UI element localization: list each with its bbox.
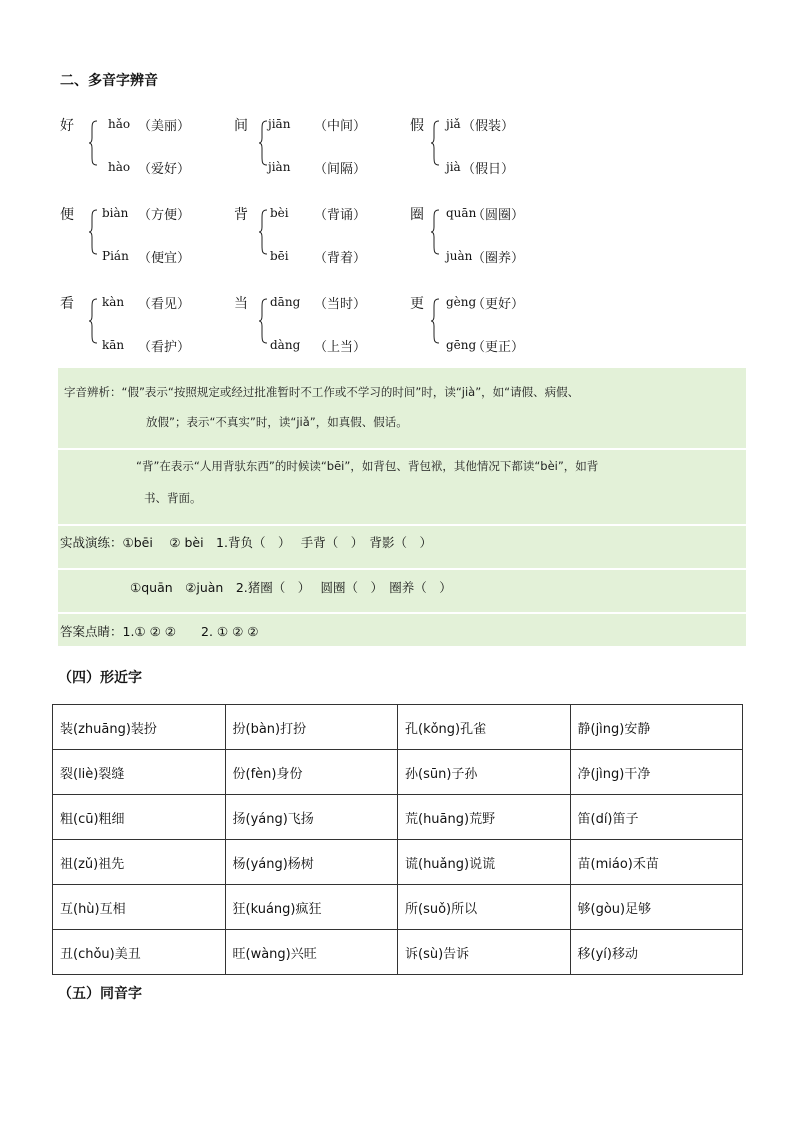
table-cell: 互(hù)互相: [53, 885, 226, 930]
brace-icon: [88, 120, 98, 166]
table-cell: 够(gòu)足够: [570, 885, 743, 930]
analysis-line: “背”在表示“人用背驮东西”的时候读“bēi”，如背包、背包袱，其他情况下都读“bèi”，如背: [136, 459, 599, 473]
table-cell: 粗(cū)粗细: [53, 795, 226, 840]
table-cell: 装(zhuāng)装扮: [53, 705, 226, 750]
table-row: [53, 795, 743, 840]
similar-characters-table: [52, 704, 743, 975]
table-cell: 静(jìng)安静: [570, 705, 743, 750]
pinyin: jià: [446, 160, 461, 174]
polyphone-char: 背: [234, 207, 248, 223]
table-cell: 扬(yáng)飞扬: [225, 795, 398, 840]
polyphone-char: 圈: [410, 207, 424, 223]
table-cell: 苗(miáo)禾苗: [570, 840, 743, 885]
pinyin: quān: [446, 206, 477, 220]
table-cell: 诉(sù)告诉: [398, 930, 571, 975]
table-cell: 移(yí)移动: [570, 930, 743, 975]
meaning: （便宜）: [138, 251, 191, 266]
table-cell: 旺(wàng)兴旺: [225, 930, 398, 975]
brace-icon: [430, 209, 440, 255]
table-cell: 净(jìng)干净: [570, 750, 743, 795]
pinyin: gēng: [446, 338, 477, 352]
meaning: （圈养）: [472, 251, 525, 266]
meaning: （更正）: [472, 340, 525, 355]
table-cell: 谎(huǎng)说谎: [398, 840, 571, 885]
meaning: （假日）: [462, 162, 515, 177]
table-cell: 丑(chǒu)美丑: [53, 930, 226, 975]
polyphone-char: 好: [60, 118, 74, 134]
meaning: （背着）: [314, 251, 367, 266]
meaning: （看护）: [138, 340, 191, 355]
polyphone-char: 便: [60, 207, 74, 223]
table-cell: 祖(zǔ)祖先: [53, 840, 226, 885]
meaning: （上当）: [314, 340, 367, 355]
divider: [58, 612, 746, 614]
analysis-box: [58, 368, 746, 646]
table-row: [53, 840, 743, 885]
pinyin: biàn: [102, 206, 129, 220]
analysis-line: 书、背面。: [144, 491, 202, 505]
divider: [58, 568, 746, 570]
meaning: （背诵）: [314, 208, 367, 223]
practice-line: 实战演练：①bēi ② bèi 1.背负（ ） 手背（ ） 背影（ ）: [60, 535, 432, 550]
brace-icon: [88, 209, 98, 255]
pinyin: dāng: [270, 295, 301, 309]
meaning: （方便）: [138, 208, 191, 223]
practice-line: ①quān ②juàn 2.猪圈（ ） 圆圈（ ） 圈养（ ）: [130, 580, 452, 595]
meaning: （间隔）: [314, 162, 367, 177]
table-cell: 所(suǒ)所以: [398, 885, 571, 930]
table-row: [53, 885, 743, 930]
meaning: （爱好）: [138, 162, 191, 177]
meaning: （圆圈）: [472, 208, 525, 223]
brace-icon: [258, 120, 268, 166]
polyphone-char: 当: [234, 296, 248, 312]
table-cell: 裂(liè)裂缝: [53, 750, 226, 795]
divider: [58, 448, 746, 450]
polyphone-char: 看: [60, 296, 74, 312]
pinyin: kān: [102, 338, 125, 352]
brace-icon: [258, 298, 268, 344]
pinyin: dàng: [270, 338, 301, 352]
brace-icon: [88, 298, 98, 344]
table-cell: 孔(kǒng)孔雀: [398, 705, 571, 750]
table-row: [53, 705, 743, 750]
table-cell: 荒(huāng)荒野: [398, 795, 571, 840]
answer-line: 答案点睛：1.① ② ② 2. ① ② ②: [60, 624, 259, 639]
table-cell: 笛(dí)笛子: [570, 795, 743, 840]
meaning: （看见）: [138, 297, 191, 312]
brace-icon: [258, 209, 268, 255]
section-title: （四）形近字: [58, 670, 142, 686]
polyphone-char: 更: [410, 296, 424, 312]
pinyin: hǎo: [108, 117, 131, 131]
section-title: 二、多音字辨音: [60, 73, 158, 89]
analysis-line: 放假”；表示“不真实”时，读“jiǎ”，如真假、假话。: [146, 415, 408, 429]
section-title: （五）同音字: [58, 986, 142, 1002]
table-cell: 扮(bàn)打扮: [225, 705, 398, 750]
table-row: [53, 930, 743, 975]
meaning: （假装）: [462, 119, 515, 134]
polyphone-char: 假: [410, 118, 424, 134]
pinyin: jiǎ: [446, 117, 461, 131]
pinyin: juàn: [446, 249, 473, 263]
pinyin: bēi: [270, 249, 289, 263]
table-cell: 狂(kuáng)疯狂: [225, 885, 398, 930]
table-cell: 份(fèn)身份: [225, 750, 398, 795]
meaning: （当时）: [314, 297, 367, 312]
brace-icon: [430, 120, 440, 166]
pinyin: gèng: [446, 295, 477, 309]
table-row: [53, 750, 743, 795]
brace-icon: [430, 298, 440, 344]
pinyin: bèi: [270, 206, 289, 220]
meaning: （更好）: [472, 297, 525, 312]
table-cell: 杨(yáng)杨树: [225, 840, 398, 885]
table-cell: 孙(sūn)子孙: [398, 750, 571, 795]
meaning: （中间）: [314, 119, 367, 134]
analysis-line: 字音辨析：“假”表示“按照规定或经过批准暂时不工作或不学习的时间”时，读“jià”，如“请假、病假、: [64, 385, 580, 399]
pinyin: Pián: [102, 249, 129, 263]
pinyin: jiàn: [268, 160, 291, 174]
polyphone-char: 间: [234, 118, 248, 134]
pinyin: hào: [108, 160, 131, 174]
pinyin: kàn: [102, 295, 125, 309]
meaning: （美丽）: [138, 119, 191, 134]
divider: [58, 524, 746, 526]
pinyin: jiān: [268, 117, 291, 131]
